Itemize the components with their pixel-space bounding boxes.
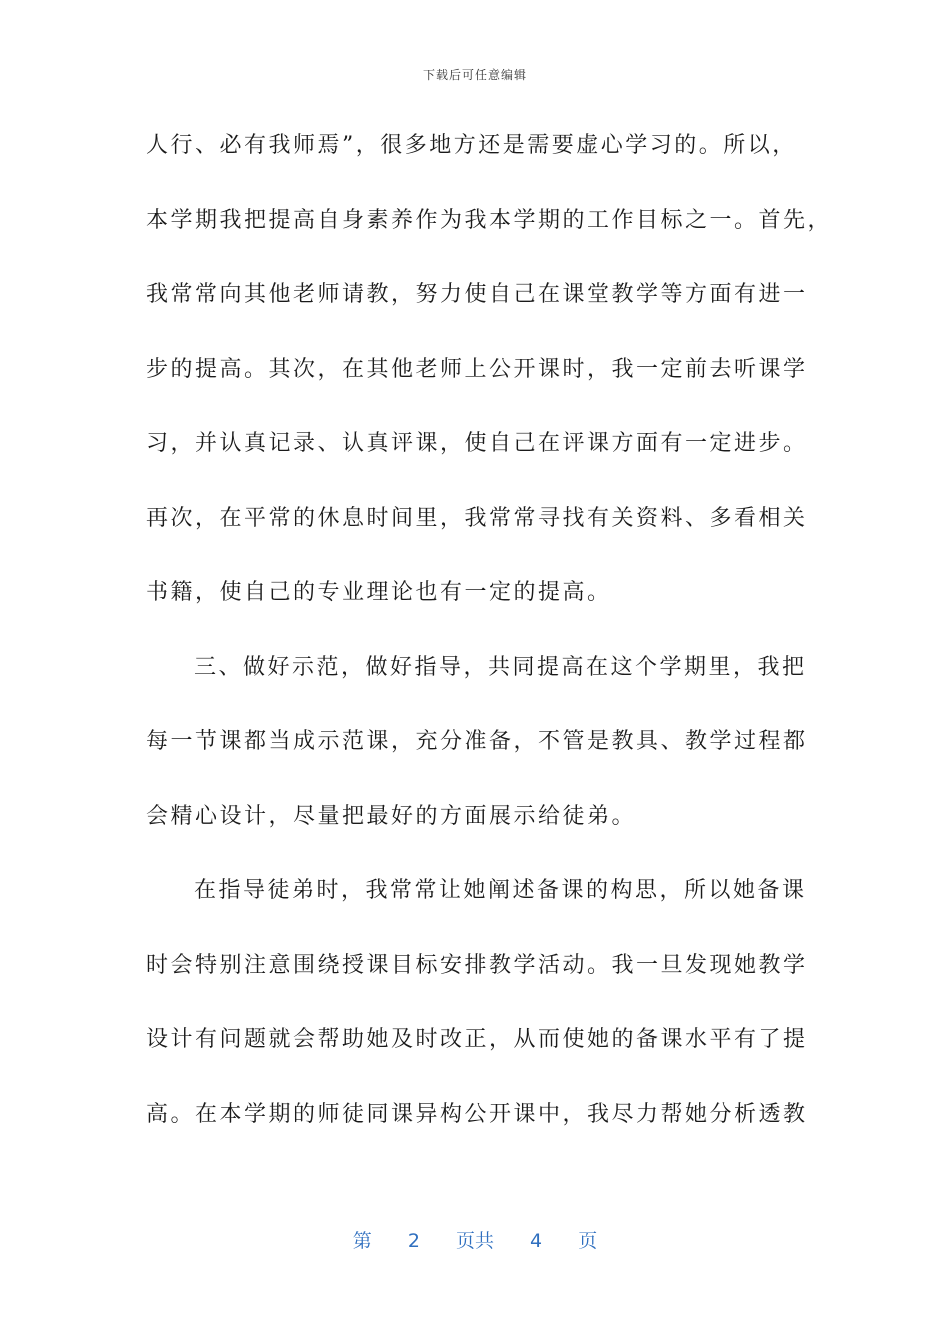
document-body bbox=[146, 125, 833, 1168]
total-pages-number: 4 bbox=[530, 1230, 543, 1252]
paragraph-start-line: 三、做好示范，做好指导，共同提高在这个学期里，我把 bbox=[194, 654, 807, 680]
text-line: 时会特别注意围绕授课目标安排教学活动。我一旦发现她教学 bbox=[146, 952, 808, 978]
page-number-footer bbox=[0, 1226, 950, 1253]
text-line: 人行、必有我师焉”，很多地方还是需要虚心学习的。所以， bbox=[146, 133, 797, 158]
text-line: 本学期我把提高自身素养作为我本学期的工作目标之一。首先， bbox=[146, 207, 833, 233]
text-line: 再次，在平常的休息时间里，我常常寻找有关资料、多看相关 bbox=[146, 505, 808, 531]
text-line: 设计有问题就会帮助她及时改正，从而使她的备课水平有了提 bbox=[146, 1027, 808, 1052]
current-page-number: 2 bbox=[407, 1230, 420, 1252]
text-line: 会精心设计，尽量把最好的方面展示给徒弟。 bbox=[146, 803, 637, 829]
paragraph-start-line: 在指导徒弟时，我常常让她阐述备课的构思，所以她备课 bbox=[194, 878, 807, 903]
text-line: 每一节课都当成示范课，充分准备，不管是教具、教学过程都 bbox=[146, 729, 808, 754]
page-header: 下载后可任意编辑 bbox=[422, 68, 527, 82]
text-line: 书籍，使自己的专业理论也有一定的提高。 bbox=[146, 580, 612, 605]
text-line: 习，并认真记录、认真评课，使自己在评课方面有一定进步。 bbox=[146, 431, 808, 456]
footer-label-end: 页 bbox=[578, 1230, 598, 1252]
footer-label-page: 第 bbox=[352, 1230, 372, 1252]
text-line: 步的提高。其次，在其他老师上公开课时，我一定前去听课学 bbox=[146, 356, 808, 382]
text-line: 高。在本学期的师徒同课异构公开课中，我尽力帮她分析透教 bbox=[146, 1101, 808, 1127]
footer-label-of: 页共 bbox=[455, 1230, 494, 1252]
text-line: 我常常向其他老师请教，努力使自己在课堂教学等方面有进一 bbox=[146, 282, 808, 307]
